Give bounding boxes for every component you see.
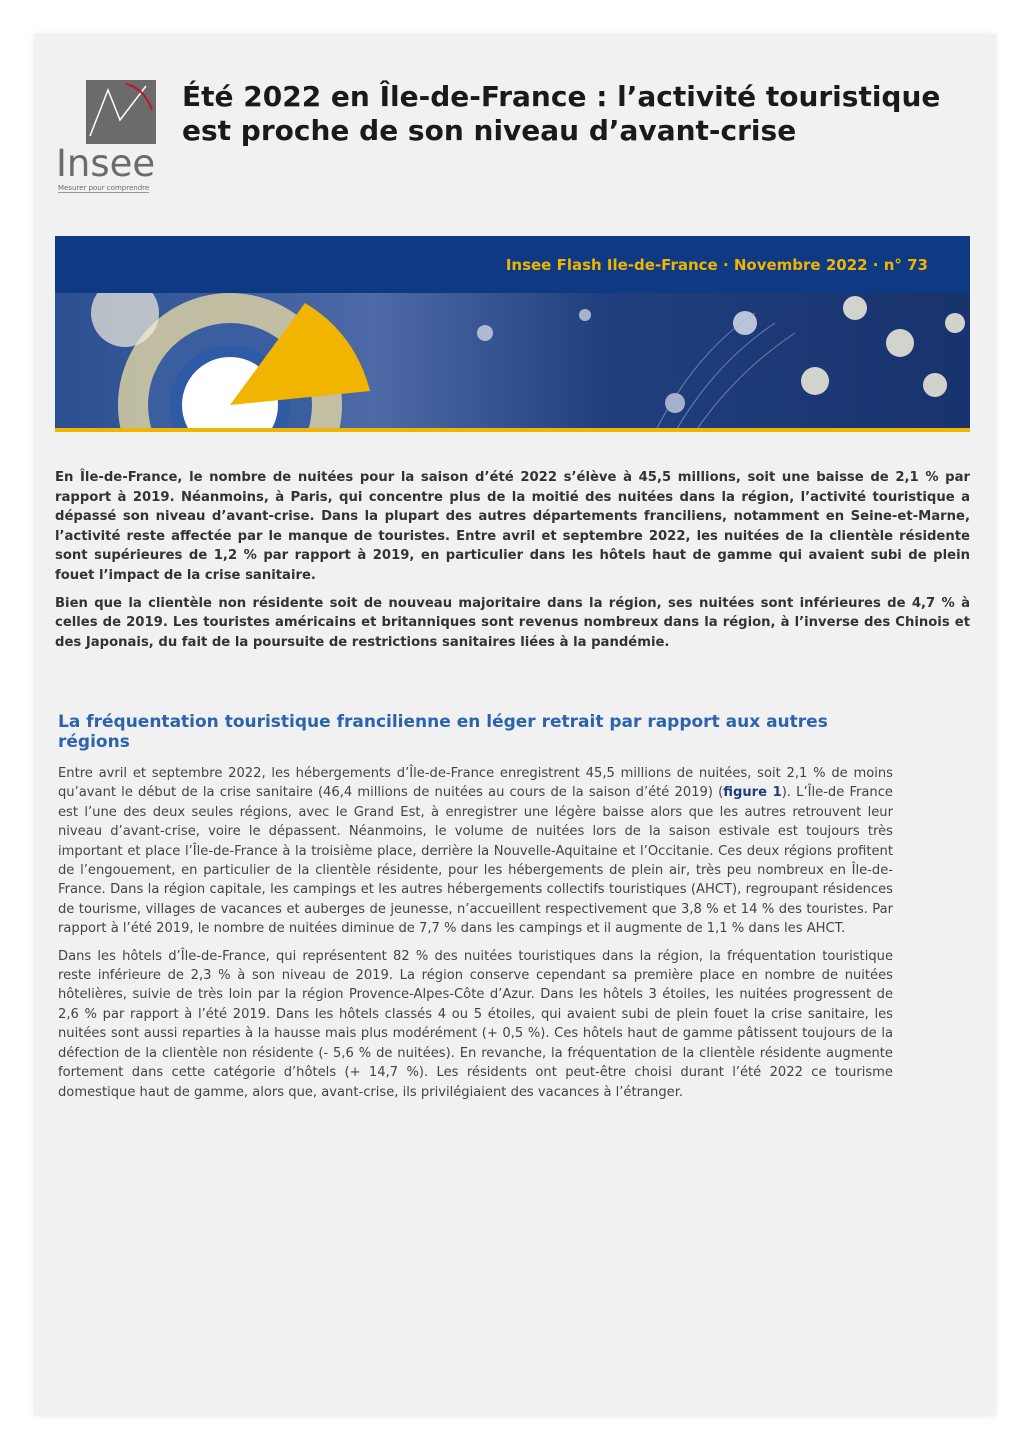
body-text-segment: ). L’Île-de France est l’une des deux seules régions, avec le Grand Est, à enregistrer une légère baisse alors que les autres retrouvent leur niveau d’avant-crise, voire le dépassent. Néanmoins, le volume de nuitées lors de la saison estivale est toujours très important et place l’Île-de-France à la troisième place, derrière la Nouvelle-Aquitaine et l’Occitanie. Ces deux régions profitent de l’engouement, en particulier de la clientèle résidente, pour les hébergements de plein air, très peu nombreux en Île-de-France. Dans la région capitale, les campings et les autres hébergements collectifs touristiques (AHCT), regroupant résidences de tourisme, villages de vacances et auberges de jeunesse, n’accueillent respectivement que 3,8 % et 14 % des touristes. Par rapport à l’été 2019, le nombre de nuitées diminue de 7,7 % dans les campings et il augmente de 1,1 % dans les AHCT. <box>58 785 893 937</box>
lead-summary <box>55 468 970 660</box>
insee-logo <box>56 80 160 198</box>
body-text-segment: Entre avril et septembre 2022, les hébergements d’Île-de-France enregistrent 45,5 millions de nuitées, soit 2,1 % de moins qu’avant le début de la crise sanitaire (46,4 millions de nuitées au cours de la saison d’été 2019) ( <box>58 766 893 801</box>
section-title: La fréquentation touristique francilienne en léger retrait par rapport aux autres régions <box>58 712 828 752</box>
banner-underline <box>55 428 970 432</box>
section-body <box>58 764 893 1110</box>
publication-banner <box>55 236 970 432</box>
logo-wordmark: Insee <box>56 142 156 185</box>
logo-emblem <box>86 80 156 144</box>
body-paragraph: Dans les hôtels d’Île-de-France, qui représentent 82 % des nuitées touristiques dans la région, la fréquentation touristique reste inférieure de 2,3 % à son niveau de 2019. La région conserve cependant sa première place en nombre de nuitées hôtelières, suivie de très loin par la région Provence-Alpes-Côte d’Azur. Dans les hôtels 3 étoiles, les nuitées progressent de 2,6 % par rapport à l’été 2019. Dans les hôtels classés 4 ou 5 étoiles, qui avaient subi de plein fouet la crise sanitaire, les nuitées sont aussi reparties à la hausse mais plus modérément (+ 0,5 %). Ces hôtels haut de gamme pâtissent toujours de la défection de la clientèle non résidente (- 5,6 % de nuitées). En revanche, la fréquentation de la clientèle résidente augmente fortement dans cette catégorie d’hôtels (+ 14,7 %). Les résidents ont peut-être choisi durant l’été 2022 ce tourisme domestique haut de gamme, alors que, avant-crise, ils privilégiaient des vacances à l’étranger. <box>58 948 893 1100</box>
page-title: Été 2022 en Île-de-France : l’activité touristique est proche de son niveau d’avant-crise <box>182 80 941 147</box>
publication-label: Insee Flash Ile-de-France · Novembre 2022 · n° 73 <box>505 256 928 274</box>
figure-link[interactable]: figure 1 <box>723 785 782 801</box>
banner-band <box>55 236 970 293</box>
body-paragraph <box>58 764 893 939</box>
banner-illustration <box>55 293 970 432</box>
lead-paragraph: En Île-de-France, le nombre de nuitées pour la saison d’été 2022 s’élève à 45,5 millions, soit une baisse de 2,1 % par rapport à 2019. Néanmoins, à Paris, qui concentre plus de la moitié des nuitées dans la région, l’activité touristique a dépassé son niveau d’avant-crise. Dans la plupart des autres départements franciliens, notamment en Seine-et-Marne, l’activité reste affectée par le manque de touristes. Entre avril et septembre 2022, les nuitées de la clientèle résidente sont supérieures de 1,2 % par rapport à 2019, en particulier dans les hôtels haut de gamme qui avaient subi de plein fouet l’impact de la crise sanitaire. <box>55 470 970 583</box>
lead-paragraph: Bien que la clientèle non résidente soit de nouveau majoritaire dans la région, ses nuitées sont inférieures de 4,7 % à celles de 2019. Les touristes américains et britanniques sont revenus nombreux dans la région, à l’inverse des Chinois et des Japonais, du fait de la poursuite de restrictions sanitaires liées à la pandémie. <box>55 595 970 650</box>
logo-tagline: Mesurer pour comprendre <box>58 184 150 192</box>
